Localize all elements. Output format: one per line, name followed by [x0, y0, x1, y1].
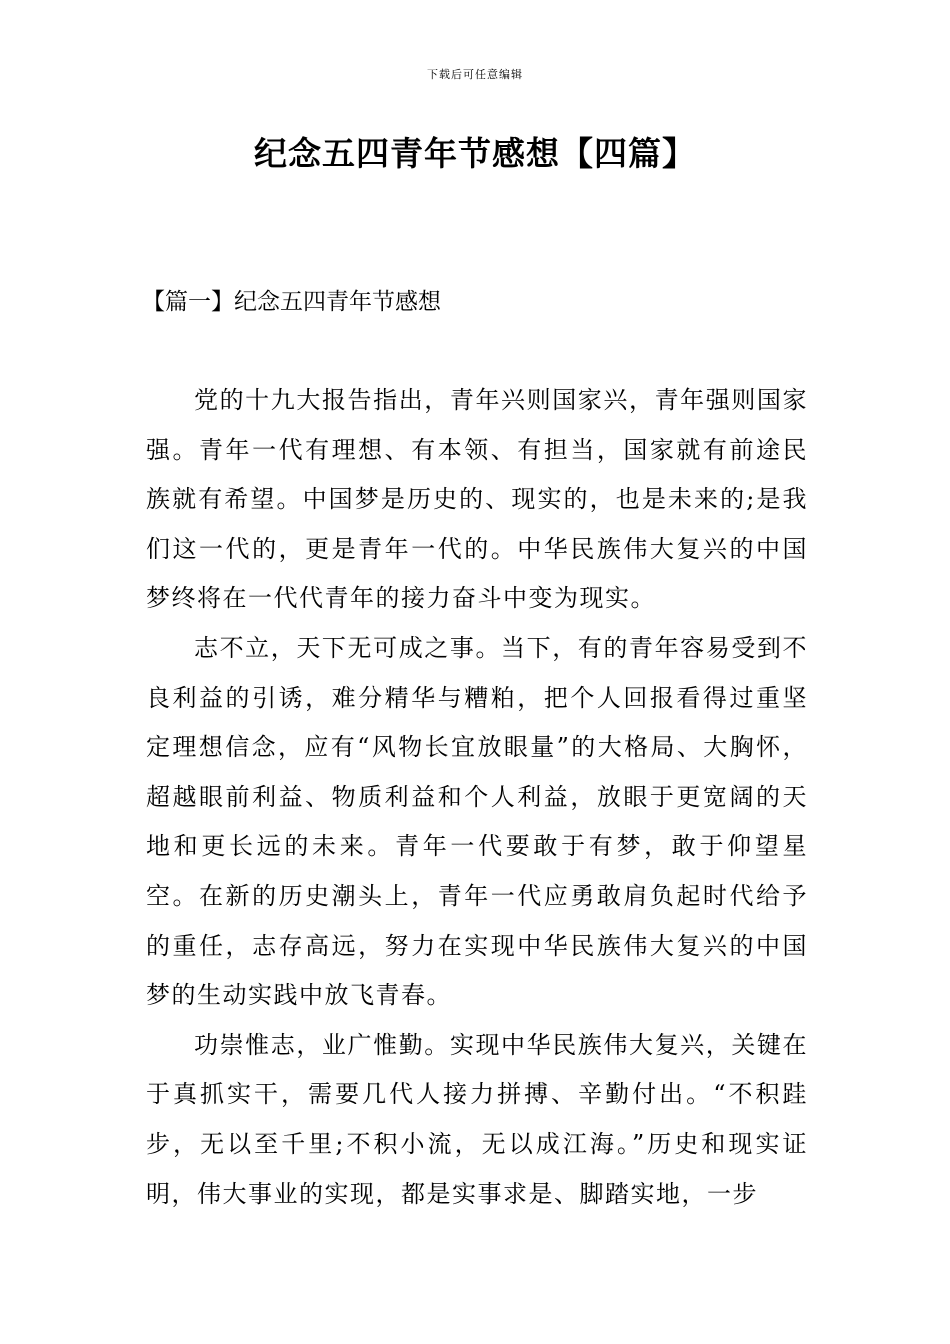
- paragraph: 志不立，天下无可成之事。当下，有的青年容易受到不良利益的引诱，难分精华与糟粕，把个人回报看得过重坚定理想信念，应有“风物长宜放眼量”的大格局、大胸怀，超越眼前利益、物质利益和个人利益，放眼于更宽阔的天地和更长远的未来。青年一代要敢于有梦，敢于仰望星空。在新的历史潮头上，青年一代应勇敢肩负起时代给予的重任，志存高远，努力在实现中华民族伟大复兴的中国梦的生动实践中放飞青春。: [146, 633, 808, 1010]
- document-body: [146, 376, 808, 1219]
- header-note: 下载后可任意编辑: [427, 68, 523, 81]
- paragraph: 党的十九大报告指出，青年兴则国家兴，青年强则国家强。青年一代有理想、有本领、有担当，国家就有前途民族就有希望。中国梦是历史的、现实的，也是未来的;是我们这一代的，更是青年一代的。中华民族伟大复兴的中国梦终将在一代代青年的接力奋斗中变为现实。: [146, 386, 808, 613]
- section-heading: 【篇一】纪念五四青年节感想: [142, 289, 441, 315]
- paragraph: 功崇惟志，业广惟勤。实现中华民族伟大复兴，关键在于真抓实干，需要几代人接力拼搏、辛勤付出。“不积跬步，无以至千里;不积小流，无以成江海。”历史和现实证明，伟大事业的实现，都是实事求是、脚踏实地，一步: [146, 1030, 808, 1208]
- document-title: 纪念五四青年节感想【四篇】: [254, 134, 696, 173]
